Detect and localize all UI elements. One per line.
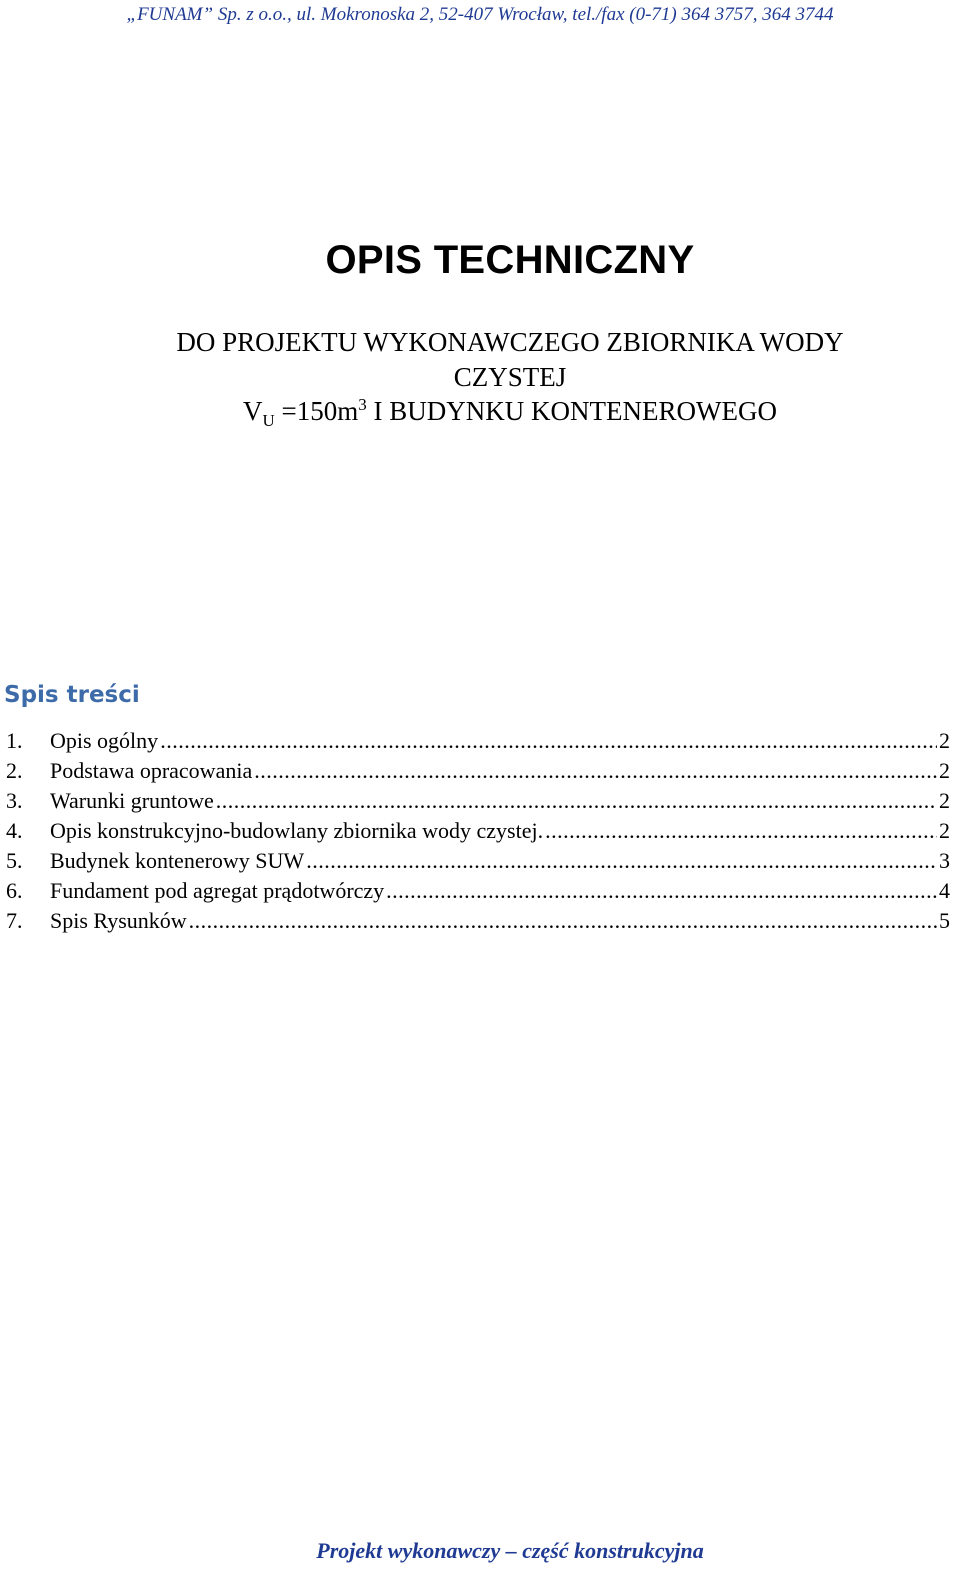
toc-entry-title: Budynek kontenerowy SUW: [50, 848, 305, 873]
toc-dot-leader: [386, 876, 937, 906]
toc-entry-number: 2.: [6, 758, 23, 783]
toc-entry[interactable]: [6, 726, 950, 756]
page-footer: Projekt wykonawczy – część konstrukcyjna: [316, 1538, 704, 1563]
toc-heading: Spis treści: [4, 682, 140, 708]
subtitle-line-2: CZYSTEJ: [453, 362, 567, 392]
subtitle-line-3-rest: I BUDYNKU KONTENEROWEGO: [366, 396, 777, 426]
toc-dot-leader: [306, 846, 937, 876]
toc-entry-title: Spis Rysunków: [50, 908, 187, 933]
toc-entry-page: 2: [939, 788, 950, 813]
volume-value: =150m: [274, 396, 359, 426]
volume-symbol: V: [243, 396, 263, 426]
toc-dot-leader: [254, 756, 937, 786]
toc-entry-page: 5: [939, 908, 950, 933]
toc-entry[interactable]: [6, 786, 950, 816]
toc-dot-leader: [216, 786, 937, 816]
toc-entry-number: 6.: [6, 878, 23, 903]
subtitle-line-1: DO PROJEKTU WYKONAWCZEGO ZBIORNIKA WODY: [176, 327, 844, 357]
toc-dot-leader: [160, 726, 937, 756]
toc-entry[interactable]: [6, 756, 950, 786]
toc-entry-page: 2: [939, 758, 950, 783]
toc-entry-page: 2: [939, 818, 950, 843]
toc-entry-page: 4: [939, 878, 950, 903]
toc-entry-page: 2: [939, 728, 950, 753]
volume-superscript: 3: [358, 395, 367, 414]
toc-entry-title: Podstawa opracowania: [50, 758, 253, 783]
toc-dot-leader: [189, 906, 937, 936]
document-title: OPIS TECHNICZNY: [325, 238, 695, 282]
toc-dot-leader: [545, 816, 937, 846]
toc-entry[interactable]: [6, 846, 950, 876]
toc-entry-number: 1.: [6, 728, 23, 753]
toc-entry[interactable]: [6, 816, 950, 846]
toc-entry-title: Opis konstrukcyjno-budowlany zbiornika wody czystej.: [50, 818, 544, 843]
subtitle-line-3: [0, 395, 960, 430]
page-header: „FUNAM” Sp. z o.o., ul. Mokronoska 2, 52-407 Wrocław, tel./fax (0-71) 364 3757, 364 3744: [126, 4, 834, 25]
toc-entry-number: 7.: [6, 908, 23, 933]
toc-entry-number: 3.: [6, 788, 23, 813]
toc-entry-title: Opis ogólny: [50, 728, 159, 753]
table-of-contents: [6, 726, 950, 936]
toc-entry[interactable]: [6, 876, 950, 906]
toc-entry-number: 4.: [6, 818, 23, 843]
toc-entry-title: Warunki gruntowe: [50, 788, 214, 813]
volume-subscript: U: [262, 411, 275, 430]
toc-entry-number: 5.: [6, 848, 23, 873]
toc-entry[interactable]: [6, 906, 950, 936]
toc-entry-page: 3: [939, 848, 950, 873]
toc-entry-title: Fundament pod agregat prądotwórczy: [50, 878, 385, 903]
